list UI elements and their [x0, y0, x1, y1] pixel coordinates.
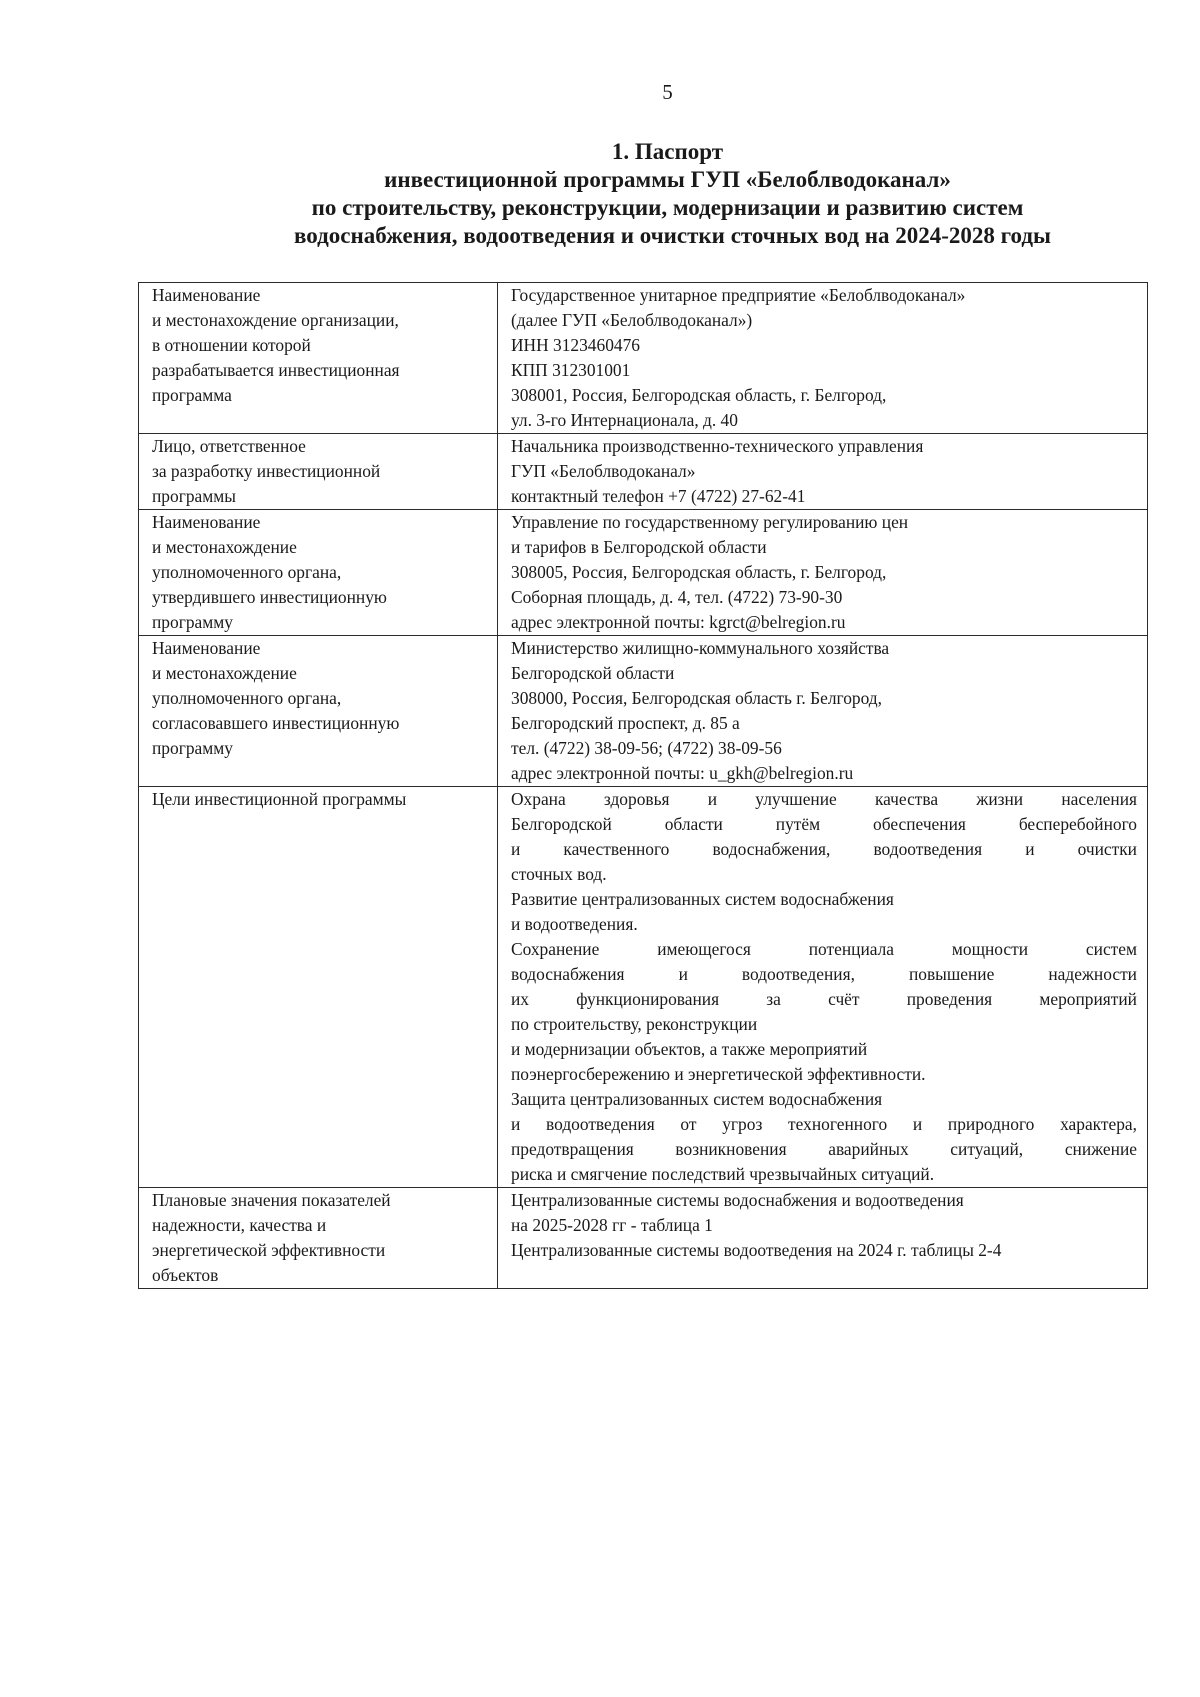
value-line: Управление по государственному регулированию цен [511, 512, 909, 532]
row-label-cell [139, 787, 498, 1188]
value-line: и модернизации объектов, а также мероприятий [511, 1039, 868, 1059]
row-agreeing-authority [139, 636, 1148, 787]
value-line: Развитие централизованных систем водоснабжения [511, 889, 894, 909]
value-line: сточных вод. [511, 864, 607, 884]
value-line: КПП 312301001 [511, 360, 631, 380]
label-line: Плановые значения показателей [152, 1190, 391, 1210]
value-line: Белгородский проспект, д. 85 а [511, 713, 740, 733]
label-line: в отношении которой [152, 335, 311, 355]
page-number: 5 [662, 80, 673, 104]
value-line: Защита централизованных систем водоснабжения [511, 1089, 883, 1109]
row-label-cell [139, 636, 498, 787]
label-line: и местонахождение [152, 663, 297, 683]
email-line: адрес электронной почты: kgrct@belregion.ru [511, 612, 846, 632]
value-line: Централизованные системы водоснабжения и водоотведения [511, 1190, 964, 1210]
row-organization [139, 283, 1148, 434]
value-line: Государственное унитарное предприятие «Белоблводоканал» [511, 285, 966, 305]
value-line: 308005, Россия, Белгородская область, г. Белгород, [511, 562, 887, 582]
value-line: поэнергосбережению и энергетической эффективности. [511, 1064, 926, 1084]
label-line: программу [152, 738, 233, 758]
row-label-cell [139, 283, 498, 434]
value-line: ул. 3-го Интернационала, д. 40 [511, 410, 738, 430]
label-line: уполномоченного органа, [152, 562, 342, 582]
label-line: разрабатывается инвестиционная [152, 360, 400, 380]
value-line: по строительству, реконструкции [511, 1014, 758, 1034]
label-line: и местонахождение организации, [152, 310, 399, 330]
email-line: адрес электронной почты: u_gkh@belregion.ru [511, 763, 854, 783]
label-line: энергетической эффективности [152, 1240, 386, 1260]
title-line-4: водоснабжения, водоотведения и очистки сточных вод на 2024-2028 годы [294, 223, 1051, 248]
passport-table [138, 282, 1148, 1289]
value-line: (далее ГУП «Белоблводоканал») [511, 310, 753, 330]
row-label-cell [139, 434, 498, 510]
value-line: ГУП «Белоблводоканал» [511, 461, 696, 481]
row-value-cell [498, 787, 1148, 1188]
value-line: водоснабжения и водоотведения, повышение надежности [511, 964, 1137, 984]
value-line: контактный телефон +7 (4722) 27-62-41 [511, 486, 806, 506]
row-value-cell [498, 510, 1148, 636]
value-line: 308001, Россия, Белгородская область, г. Белгород, [511, 385, 887, 405]
value-line: тел. (4722) 38-09-56; (4722) 38-09-56 [511, 738, 782, 758]
label-line: уполномоченного органа, [152, 688, 342, 708]
value-line: Министерство жилищно-коммунального хозяйства [511, 638, 890, 658]
label-line: и местонахождение [152, 537, 297, 557]
label-line: программу [152, 612, 233, 632]
row-value-cell [498, 1188, 1148, 1289]
label-line: за разработку инвестиционной [152, 461, 381, 481]
title-line-2: инвестиционной программы ГУП «Белоблводоканал» [384, 167, 951, 192]
row-value-cell [498, 283, 1148, 434]
value-line: Централизованные системы водоотведения на 2024 г. таблицы 2-4 [511, 1240, 1002, 1260]
row-value-cell [498, 434, 1148, 510]
value-line: и водоотведения. [511, 914, 638, 934]
row-planned-indicators [139, 1188, 1148, 1289]
label-line: Лицо, ответственное [152, 436, 306, 456]
row-approving-authority [139, 510, 1148, 636]
row-responsible-person [139, 434, 1148, 510]
value-line: 308000, Россия, Белгородская область г. Белгород, [511, 688, 882, 708]
value-line: риска и смягчение последствий чрезвычайных ситуаций. [511, 1164, 935, 1184]
label-line: согласовавшего инвестиционную [152, 713, 400, 733]
label-line: Наименование [152, 285, 261, 305]
label-line: объектов [152, 1265, 219, 1285]
value-line: Сохранение имеющегося потенциала мощности систем [511, 939, 1137, 959]
label-line: Наименование [152, 638, 261, 658]
title-line-3: по строительству, реконструкции, модернизации и развитию систем [311, 195, 1024, 220]
row-label-cell [139, 510, 498, 636]
title-line-1: 1. Паспорт [611, 139, 724, 164]
label-line: программы [152, 486, 236, 506]
label-line: Цели инвестиционной программы [152, 789, 407, 809]
value-line: Белгородской области путём обеспечения бесперебойного [511, 814, 1137, 834]
label-line: утвердившего инвестиционную [152, 587, 387, 607]
value-line: и качественного водоснабжения, водоотведения и очистки [511, 839, 1137, 859]
label-line: надежности, качества и [152, 1215, 327, 1235]
label-line: Наименование [152, 512, 261, 532]
value-line: Белгородской области [511, 663, 675, 683]
page-title [140, 138, 1195, 250]
value-line: ИНН 3123460476 [511, 335, 640, 355]
value-line: предотвращения возникновения аварийных ситуаций, снижение [511, 1139, 1137, 1159]
value-line: и водоотведения от угроз техногенного и природного характера, [511, 1114, 1137, 1134]
row-program-goals [139, 787, 1148, 1188]
value-line: и тарифов в Белгородской области [511, 537, 767, 557]
value-line: Соборная площадь, д. 4, тел. (4722) 73-90-30 [511, 587, 843, 607]
value-line: их функционирования за счёт проведения мероприятий [511, 989, 1137, 1009]
value-line: на 2025-2028 гг - таблица 1 [511, 1215, 713, 1235]
row-label-cell [139, 1188, 498, 1289]
label-line: программа [152, 385, 232, 405]
row-value-cell [498, 636, 1148, 787]
value-line: Охрана здоровья и улучшение качества жизни населения [511, 789, 1137, 809]
value-line: Начальника производственно-технического управления [511, 436, 924, 456]
